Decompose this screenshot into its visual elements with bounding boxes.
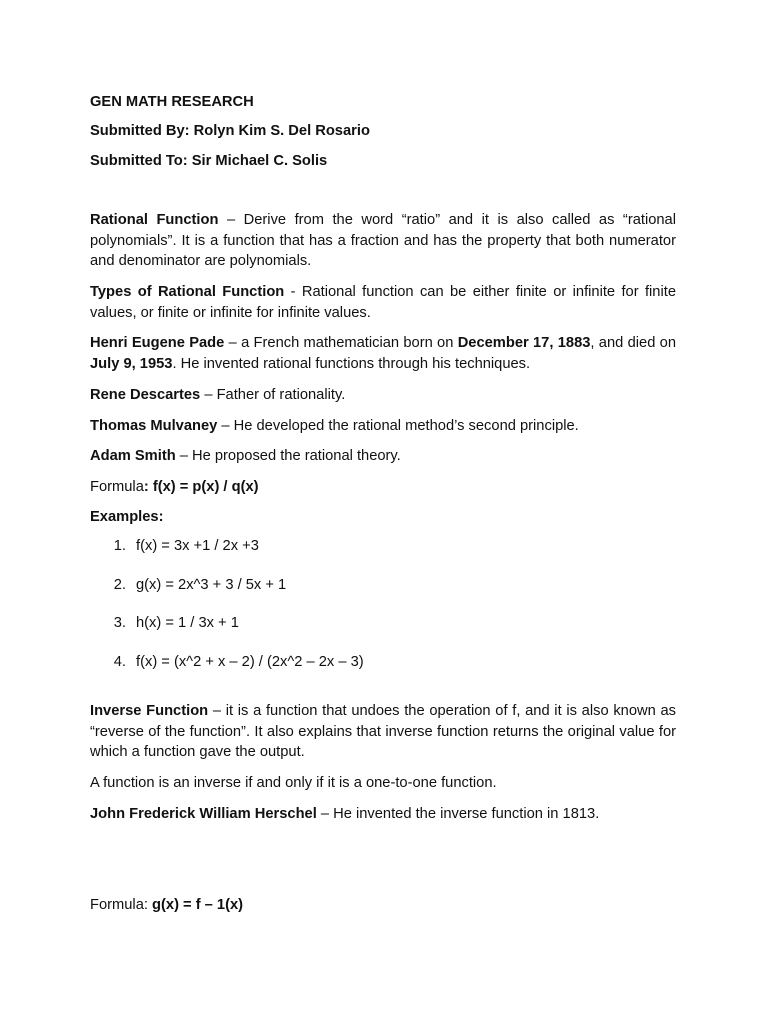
mulvaney-line: Thomas Mulvaney – He developed the rational method’s second principle.	[90, 418, 579, 434]
types-of-rational-function: Types of Rational Function - Rational function can be either finite or infinite for finite values, or finite or infinite for infinite values.	[90, 284, 676, 321]
types-term: Types of Rational Function	[90, 284, 285, 300]
pade-name: Henri Eugene Pade	[90, 335, 225, 351]
example-item-4: 4. f(x) = (x^2 + x – 2) / (2x^2 – 2x – 3)	[113, 654, 364, 670]
descartes-line: Rene Descartes – Father of rationality.	[90, 387, 346, 403]
example-item-2: 2. g(x) = 2x^3 + 3 / 5x + 1	[113, 577, 287, 593]
rational-formula: Formula: f(x) = p(x) / q(x)	[90, 479, 259, 495]
submitted-by: Submitted By: Rolyn Kim S. Del Rosario	[90, 123, 370, 139]
pade-paragraph: Henri Eugene Pade – a French mathematician born on December 17, 1883, and died on July 9, 1953. He invented rational functions through his techniques.	[90, 335, 676, 372]
example-item-3: 3. h(x) = 1 / 3x + 1	[113, 615, 239, 631]
document-title: GEN MATH RESEARCH	[90, 94, 254, 110]
pade-died-date: July 9, 1953	[90, 355, 173, 372]
inverse-function-term: Inverse Function	[90, 703, 209, 719]
herschel-line: John Frederick William Herschel – He invented the inverse function in 1813.	[90, 806, 600, 822]
pade-born-date: December 17, 1883	[457, 335, 591, 351]
inverse-formula: Formula: g(x) = f – 1(x)	[90, 897, 244, 913]
examples-heading: Examples:	[90, 509, 164, 525]
one-to-one-statement: A function is an inverse if and only if it is a one-to-one function.	[90, 775, 497, 791]
example-item-1: 1. f(x) = 3x +1 / 2x +3	[113, 538, 259, 554]
rational-function-definition: Rational Function – Derive from the word “ratio” and it is also called as “rational polynomials”. It is a function that has a fraction and has the property that both numerator and denominator are polynomials.	[90, 212, 676, 270]
smith-line: Adam Smith – He proposed the rational theory.	[90, 448, 401, 464]
inverse-function-definition: Inverse Function – it is a function that undoes the operation of f, and it is also known as “reverse of the function”. It also explains that inverse function returns the original value for which a function gave the output.	[90, 703, 676, 761]
submitted-to: Submitted To: Sir Michael C. Solis	[90, 153, 328, 169]
rational-function-term: Rational Function	[90, 212, 219, 228]
